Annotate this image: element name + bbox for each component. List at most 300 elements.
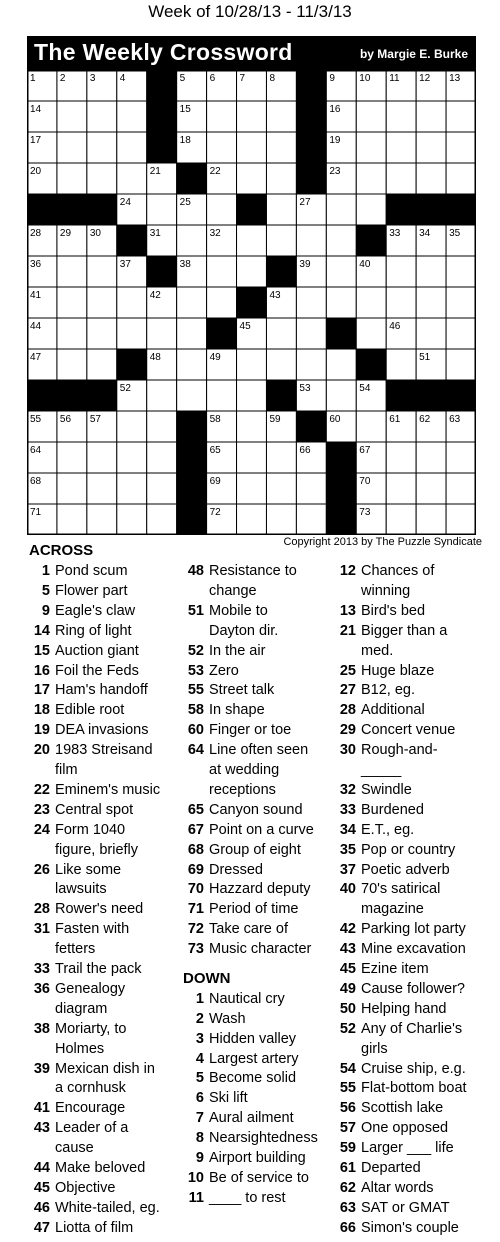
cell-number: 65 — [209, 445, 221, 456]
clue-number: 12 — [339, 563, 356, 579]
cell-number: 67 — [359, 445, 371, 456]
cell-number: 29 — [59, 228, 72, 239]
clue-text: Hidden valley — [209, 1030, 297, 1047]
clue-number: 46 — [33, 1199, 50, 1216]
clue-number: 29 — [339, 722, 356, 739]
clue-text: diagram — [55, 1000, 108, 1017]
clue-text: fetters — [55, 941, 96, 958]
clue-number: 69 — [187, 861, 204, 878]
grid-cell[interactable] — [177, 349, 207, 380]
grid-cell[interactable] — [356, 411, 386, 442]
clue-text: Resistance to — [209, 563, 297, 579]
clue-text: girls — [361, 1040, 388, 1057]
grid-cell[interactable] — [386, 163, 416, 194]
cell-number: 54 — [359, 383, 371, 394]
puzzle-title: The Weekly Crossword — [34, 39, 293, 65]
clue-number: 47 — [33, 1219, 50, 1236]
grid-cell[interactable] — [147, 442, 177, 473]
cell-number: 38 — [179, 259, 191, 270]
black-square — [296, 411, 326, 442]
grid-cell[interactable] — [446, 256, 476, 287]
clue-number: 68 — [187, 841, 204, 858]
clue-text: Auction giant — [55, 642, 139, 659]
clue-text: Like some — [55, 861, 122, 878]
grid-cell[interactable] — [87, 101, 117, 132]
clue-text: Concert venue — [361, 722, 456, 739]
grid-cell[interactable] — [386, 504, 416, 535]
grid-cell[interactable] — [177, 225, 207, 256]
clue-number: 59 — [339, 1140, 356, 1157]
grid-cell[interactable] — [266, 349, 296, 380]
cell-number: 48 — [149, 352, 161, 363]
grid-cell[interactable] — [416, 473, 446, 504]
grid-cell[interactable] — [446, 349, 476, 380]
cell-number: 52 — [119, 383, 131, 394]
black-square — [266, 256, 296, 287]
grid-cell[interactable] — [386, 287, 416, 318]
clue-number: 23 — [33, 801, 50, 818]
clue-number: 42 — [339, 921, 356, 938]
clue-text: Hazzard deputy — [209, 881, 311, 898]
grid-cell[interactable] — [147, 473, 177, 504]
clue-text: Simon's couple — [361, 1219, 459, 1236]
copyright-notice: Copyright 2013 by The Puzzle Syndicate — [283, 536, 482, 548]
grid-cell[interactable] — [87, 256, 117, 287]
clue-text: Form 1040 — [55, 821, 126, 838]
grid-cell[interactable] — [386, 101, 416, 132]
grid-cell[interactable] — [266, 473, 296, 504]
clue-text: White-tailed, eg. — [55, 1199, 160, 1216]
grid-cell[interactable] — [446, 101, 476, 132]
clue-number: 50 — [339, 1000, 356, 1017]
clue-number: 53 — [187, 662, 204, 679]
clue-text: Ezine item — [361, 961, 429, 977]
cell-number: 63 — [449, 414, 461, 425]
cell-number: 43 — [269, 290, 281, 301]
grid-cell[interactable] — [266, 504, 296, 535]
grid-cell[interactable] — [117, 473, 147, 504]
clue-number: 38 — [33, 1020, 50, 1037]
clue-text: Bird's bed — [361, 602, 426, 619]
cell-number: 61 — [389, 414, 401, 425]
grid-cell[interactable] — [87, 504, 117, 535]
clue-number: 45 — [33, 1179, 50, 1196]
clue-number: 72 — [187, 921, 204, 938]
grid-cell[interactable] — [416, 504, 446, 535]
clue-text: Any of Charlie's — [361, 1020, 463, 1037]
grid-cell[interactable] — [207, 256, 237, 287]
grid-cell[interactable] — [177, 318, 207, 349]
grid-cell[interactable] — [117, 411, 147, 442]
grid-cell[interactable] — [326, 194, 356, 225]
grid-cell[interactable] — [326, 287, 356, 318]
grid-cell[interactable] — [296, 287, 326, 318]
cell-number: 17 — [30, 135, 42, 146]
clue-text: receptions — [209, 781, 276, 798]
cell-number: 68 — [30, 476, 42, 487]
grid-cell[interactable] — [57, 318, 87, 349]
clue-text: Additional — [361, 702, 425, 719]
grid-cell[interactable] — [207, 194, 237, 225]
cell-number: 39 — [299, 259, 311, 270]
clue-text: Flat-bottom boat — [361, 1080, 467, 1097]
grid-cell[interactable] — [117, 442, 147, 473]
cell-number: 31 — [149, 228, 161, 239]
grid-cell[interactable] — [356, 132, 386, 163]
grid-cell[interactable] — [416, 256, 446, 287]
clue-text: Central spot — [55, 801, 134, 818]
black-square — [326, 504, 356, 535]
grid-cell[interactable] — [147, 380, 177, 411]
cell-number: 12 — [419, 73, 431, 84]
grid-cell[interactable] — [446, 163, 476, 194]
clue-text: Flower part — [55, 582, 128, 599]
grid-cell[interactable] — [87, 349, 117, 380]
grid-cell[interactable] — [57, 256, 87, 287]
clue-number: 43 — [33, 1120, 50, 1137]
grid-cell[interactable] — [57, 442, 87, 473]
cell-number: 51 — [419, 352, 431, 363]
grid-cell[interactable] — [237, 101, 267, 132]
clue-text: Ring of light — [55, 622, 132, 639]
cell-number: 23 — [329, 166, 341, 177]
grid-cell[interactable] — [416, 318, 446, 349]
grid-cell[interactable] — [386, 256, 416, 287]
grid-cell[interactable] — [356, 194, 386, 225]
clue-text: Cause follower? — [361, 980, 465, 997]
black-square — [57, 194, 87, 225]
clue-text: Pond scum — [55, 563, 128, 579]
clue-text: Period of time — [209, 901, 299, 918]
cell-number: 42 — [149, 290, 161, 301]
grid-cell[interactable] — [237, 473, 267, 504]
cell-number: 49 — [209, 352, 221, 363]
black-square — [147, 70, 177, 101]
clue-text: Encourage — [55, 1100, 126, 1117]
clue-number: 65 — [187, 801, 204, 818]
grid-cell[interactable] — [87, 442, 117, 473]
grid-cell[interactable] — [117, 287, 147, 318]
grid-cell[interactable] — [207, 287, 237, 318]
grid-cell[interactable] — [266, 194, 296, 225]
grid-cell[interactable] — [87, 318, 117, 349]
cell-number: 60 — [329, 414, 341, 425]
grid-cell[interactable] — [177, 380, 207, 411]
black-square — [57, 380, 87, 411]
grid-cell[interactable] — [326, 225, 356, 256]
cell-number: 5 — [179, 73, 186, 84]
black-square — [416, 194, 446, 225]
clue-number: 56 — [339, 1100, 356, 1117]
grid-cell[interactable] — [117, 504, 147, 535]
black-square — [87, 194, 117, 225]
clue-number: 39 — [33, 1060, 50, 1077]
cell-number: 18 — [179, 135, 191, 146]
grid-cell[interactable] — [416, 287, 446, 318]
clue-number: 1 — [41, 563, 50, 579]
grid-cell[interactable] — [117, 318, 147, 349]
clue-number: 34 — [339, 821, 356, 838]
black-square — [87, 380, 117, 411]
cell-number: 30 — [89, 228, 101, 239]
grid-cell[interactable] — [416, 163, 446, 194]
grid-cell[interactable] — [57, 349, 87, 380]
grid-cell[interactable] — [147, 504, 177, 535]
clue-number: 18 — [33, 702, 50, 719]
black-square — [237, 287, 267, 318]
black-square — [266, 380, 296, 411]
black-square — [356, 225, 386, 256]
clue-text: Leader of a — [55, 1120, 129, 1137]
clue-text: Burdened — [361, 801, 424, 818]
clue-number: 3 — [195, 1030, 204, 1047]
grid-cell[interactable] — [117, 132, 147, 163]
clue-text: Cruise ship, e.g. — [361, 1060, 466, 1077]
black-square — [356, 349, 386, 380]
clue-text: Helping hand — [361, 1000, 447, 1017]
clue-text: 1983 Streisand — [55, 742, 153, 759]
clue-number: 63 — [339, 1199, 356, 1216]
grid-cell[interactable] — [147, 411, 177, 442]
clue-text: Mine excavation — [361, 941, 466, 958]
black-square — [177, 411, 207, 442]
grid-cell[interactable] — [296, 473, 326, 504]
clue-number: 21 — [339, 622, 356, 639]
clue-number: 31 — [33, 921, 50, 938]
down-heading: DOWN — [183, 970, 231, 988]
grid-cell[interactable] — [296, 225, 326, 256]
clue-text: Become solid — [209, 1070, 297, 1087]
cell-number: 36 — [30, 259, 42, 270]
grid-cell[interactable] — [296, 318, 326, 349]
cell-number: 15 — [179, 104, 191, 115]
black-square — [326, 442, 356, 473]
grid-cell[interactable] — [386, 473, 416, 504]
grid-cell[interactable] — [266, 132, 296, 163]
grid-cell[interactable] — [386, 442, 416, 473]
black-square — [416, 380, 446, 411]
cell-number: 33 — [389, 228, 401, 239]
grid-cell[interactable] — [326, 256, 356, 287]
clue-number: 30 — [339, 742, 356, 759]
grid-cell[interactable] — [237, 132, 267, 163]
cell-number: 44 — [30, 321, 42, 332]
clue-text: Dressed — [209, 861, 263, 878]
black-square — [27, 194, 57, 225]
clue-text: magazine — [361, 901, 424, 918]
cell-number: 46 — [389, 321, 401, 332]
cell-number: 37 — [119, 259, 131, 270]
clue-text: med. — [361, 642, 394, 659]
grid-cell[interactable] — [57, 504, 87, 535]
clue-text: Group of eight — [209, 841, 301, 858]
clue-text: Fasten with — [55, 921, 130, 938]
black-square — [117, 225, 147, 256]
clue-text: Canyon sound — [209, 801, 303, 818]
clue-text: Eagle's claw — [55, 602, 136, 619]
clue-number: 10 — [187, 1169, 204, 1186]
cell-number: 69 — [209, 476, 221, 487]
clue-number: 4 — [195, 1050, 204, 1067]
grid-cell[interactable] — [266, 163, 296, 194]
grid-cell[interactable] — [416, 101, 446, 132]
clue-number: 28 — [339, 702, 356, 719]
clue-number: 9 — [41, 602, 50, 619]
title-banner — [27, 36, 476, 70]
grid-cell[interactable] — [266, 101, 296, 132]
clue-number: 55 — [339, 1080, 356, 1097]
black-square — [117, 349, 147, 380]
grid-cell[interactable] — [207, 132, 237, 163]
grid-cell[interactable] — [266, 318, 296, 349]
cell-number: 59 — [269, 414, 281, 425]
grid-cell[interactable] — [356, 163, 386, 194]
grid-cell[interactable] — [446, 504, 476, 535]
clue-text: Street talk — [209, 682, 275, 699]
clue-text: Poetic adverb — [361, 861, 450, 878]
clue-text: E.T., eg. — [361, 821, 415, 838]
grid-cell[interactable] — [117, 163, 147, 194]
clue-number: 5 — [195, 1070, 204, 1087]
cell-number: 11 — [389, 73, 400, 84]
cell-number: 8 — [269, 73, 276, 84]
clue-text: Eminem's music — [55, 781, 161, 798]
grid-cell[interactable] — [446, 287, 476, 318]
grid-cell[interactable] — [356, 318, 386, 349]
grid-cell[interactable] — [87, 132, 117, 163]
cell-number: 55 — [30, 414, 42, 425]
grid-cell[interactable] — [266, 442, 296, 473]
grid-cell[interactable] — [237, 380, 267, 411]
clue-number: 49 — [339, 980, 356, 997]
clue-text: change — [209, 582, 257, 599]
clue-text: Departed — [361, 1160, 421, 1176]
grid-cell[interactable] — [237, 349, 267, 380]
cell-number: 27 — [299, 197, 311, 208]
clue-number: 37 — [339, 861, 356, 878]
grid-cell[interactable] — [356, 101, 386, 132]
cell-number: 10 — [359, 73, 371, 84]
cell-number: 70 — [359, 476, 371, 487]
clue-text: Foil the Feds — [55, 662, 139, 679]
black-square — [177, 442, 207, 473]
grid-cell[interactable] — [266, 225, 296, 256]
grid-cell[interactable] — [57, 473, 87, 504]
clue-text: Be of service to — [209, 1169, 309, 1186]
grid-cell[interactable] — [117, 101, 147, 132]
grid-cell[interactable] — [87, 163, 117, 194]
grid-cell[interactable] — [296, 349, 326, 380]
clue-number: 51 — [187, 602, 204, 619]
black-square — [177, 473, 207, 504]
grid-cell[interactable] — [326, 380, 356, 411]
clue-number: 43 — [339, 941, 356, 958]
grid-cell[interactable] — [207, 101, 237, 132]
grid-cell[interactable] — [326, 349, 356, 380]
clue-text: Rough-and- — [361, 742, 438, 759]
cell-number: 35 — [449, 228, 461, 239]
black-square — [386, 194, 416, 225]
clue-text: SAT or GMAT — [361, 1199, 450, 1216]
cell-number: 53 — [299, 383, 311, 394]
grid-cell[interactable] — [416, 132, 446, 163]
grid-cell[interactable] — [87, 287, 117, 318]
black-square — [296, 70, 326, 101]
clue-number: 41 — [33, 1100, 50, 1117]
clue-number: 28 — [33, 901, 50, 918]
black-square — [237, 194, 267, 225]
cell-number: 45 — [239, 321, 251, 332]
clue-text: DEA invasions — [55, 722, 149, 739]
grid-cell[interactable] — [177, 287, 207, 318]
grid-cell[interactable] — [446, 132, 476, 163]
grid-cell[interactable] — [446, 442, 476, 473]
clue-number: 24 — [33, 821, 50, 838]
clue-text: Zero — [209, 662, 239, 679]
clue-text: Parking lot party — [361, 921, 466, 938]
grid-cell[interactable] — [207, 380, 237, 411]
grid-cell[interactable] — [57, 101, 87, 132]
cell-number: 16 — [329, 104, 341, 115]
clue-number: 17 — [33, 682, 50, 699]
clue-text: In the air — [209, 642, 266, 659]
clue-text: at wedding — [209, 761, 280, 778]
clue-number: 9 — [195, 1150, 204, 1167]
grid-cell[interactable] — [237, 225, 267, 256]
grid-cell[interactable] — [237, 442, 267, 473]
cell-number: 66 — [299, 445, 311, 456]
grid-cell[interactable] — [57, 132, 87, 163]
clue-number: 15 — [33, 642, 50, 659]
clue-number: 11 — [188, 1189, 204, 1206]
grid-cell[interactable] — [356, 287, 386, 318]
grid-cell[interactable] — [386, 132, 416, 163]
grid-cell[interactable] — [147, 194, 177, 225]
grid-cell[interactable] — [237, 504, 267, 535]
grid-cell[interactable] — [147, 318, 177, 349]
cell-number: 7 — [239, 73, 246, 84]
cell-number: 40 — [359, 259, 371, 270]
grid-cell[interactable] — [237, 256, 267, 287]
clue-text: Altar words — [361, 1179, 434, 1196]
grid-cell[interactable] — [446, 473, 476, 504]
clue-text: One opposed — [361, 1120, 449, 1137]
grid-cell[interactable] — [237, 163, 267, 194]
grid-cell[interactable] — [237, 411, 267, 442]
clue-number: 61 — [339, 1160, 356, 1176]
grid-cell[interactable] — [446, 318, 476, 349]
clue-number: 36 — [33, 980, 50, 997]
crossword-grid[interactable] — [27, 70, 476, 535]
cell-number: 1 — [30, 73, 36, 84]
clue-text: Nearsightedness — [209, 1130, 318, 1147]
black-square — [147, 101, 177, 132]
clue-number: 52 — [339, 1020, 356, 1037]
grid-cell[interactable] — [87, 473, 117, 504]
clue-text: Liotta of film — [55, 1219, 134, 1236]
grid-cell[interactable] — [386, 349, 416, 380]
grid-cell[interactable] — [296, 504, 326, 535]
grid-cell[interactable] — [416, 442, 446, 473]
clue-text: Bigger than a — [361, 622, 448, 639]
cell-number: 20 — [30, 166, 42, 177]
clue-text: Finger or toe — [209, 722, 292, 739]
grid-cell[interactable] — [57, 287, 87, 318]
clue-number: 1 — [195, 990, 204, 1007]
clue-text: Music character — [209, 941, 312, 958]
grid-cell[interactable] — [57, 163, 87, 194]
clue-text: Aural ailment — [209, 1110, 294, 1127]
